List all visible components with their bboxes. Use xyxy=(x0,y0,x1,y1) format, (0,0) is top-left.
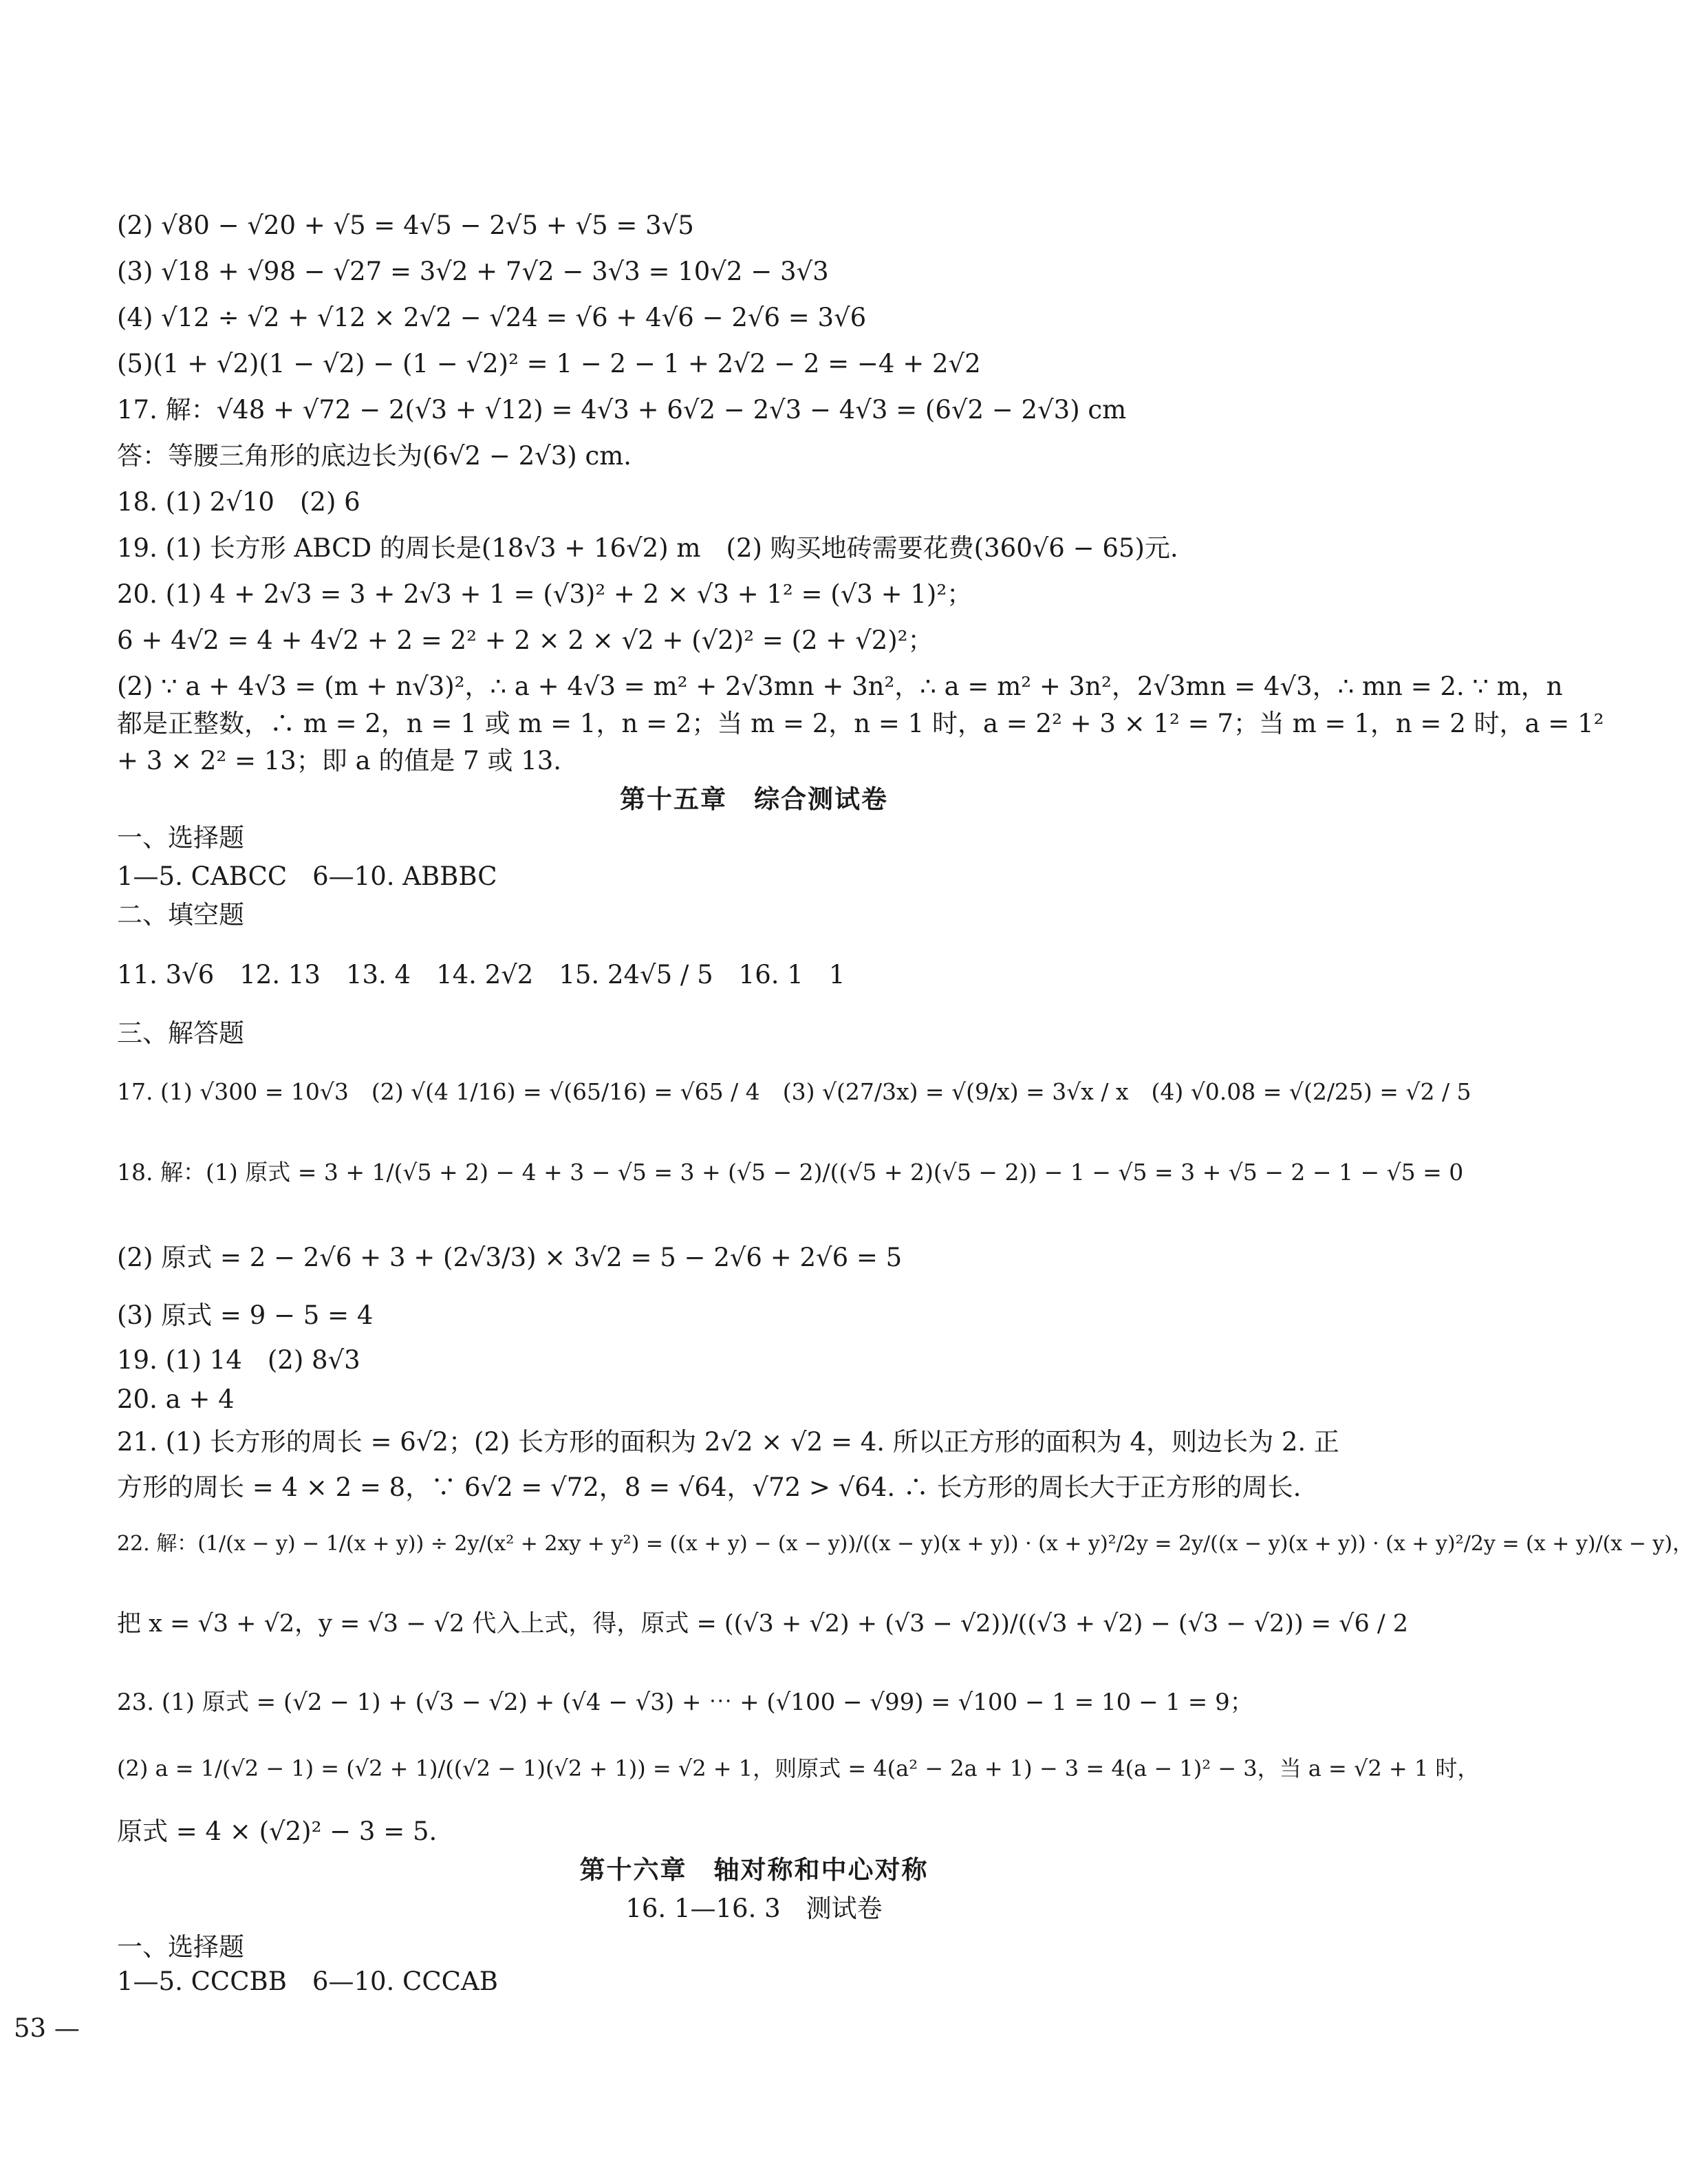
text-line: 1—5. CCCBB 6—10. CCCAB xyxy=(117,1967,498,1996)
section-heading: 三、解答题 xyxy=(117,1018,244,1048)
text-line: 19. (1) 14 (2) 8√3 xyxy=(117,1345,360,1375)
text-line: 6 + 4√2 = 4 + 4√2 + 2 = 2² + 2 × 2 × √2 + (√2)² = (2 + √2)²； xyxy=(117,625,934,655)
text-line: 23. (1) 原式 = (√2 − 1) + (√3 − √2) + (√4 − √3) + ⋯ + (√100 − √99) = √100 − 1 = 10 − 1 = 9； xyxy=(117,1689,1253,1716)
chapter-16-subtitle: 16. 1—16. 3 测试卷 xyxy=(625,1894,883,1923)
page-number: 53 — xyxy=(14,2013,80,2043)
text-line: 把 x = √3 + √2，y = √3 − √2 代入上式，得，原式 = ((√3 + √2) + (√3 − √2))/((√3 + √2) − (√3 − √2)) = √6 / 2 xyxy=(117,1610,1409,1638)
text-line: (4) √12 ÷ √2 + √12 × 2√2 − √24 = √6 + 4√6 − 2√6 = 3√6 xyxy=(117,303,867,332)
text-line: 17. 解：√48 + √72 − 2(√3 + √12) = 4√3 + 6√2 − 2√3 − 4√3 = (6√2 − 2√3) cm xyxy=(117,395,1127,425)
text-line: 18. 解：(1) 原式 = 3 + 1/(√5 + 2) − 4 + 3 − √5 = 3 + (√5 − 2)/((√5 + 2)(√5 − 2)) − 1 − √5 = 3 + √5 − 2 − 1 − √5 = 0 xyxy=(117,1159,1464,1186)
section-heading: 一、选择题 xyxy=(117,823,244,853)
text-line: 22. 解：(1/(x − y) − 1/(x + y)) ÷ 2y/(x² + 2xy + y²) = ((x + y) − (x − y))/((x − y)(x + y)) · (x + y)²/2y = 2y/((x − y)(x + y)) · (x + y)²/2y = (x + y)/(x − y)， xyxy=(117,1532,1693,1556)
text-line: (2) a = 1/(√2 − 1) = (√2 + 1)/((√2 − 1)(√2 + 1)) = √2 + 1，则原式 = 4(a² − 2a + 1) − 3 = 4(a − 1)² − 3，当 a = √2 + 1 时， xyxy=(117,1755,1480,1781)
text-line: 20. a + 4 xyxy=(117,1384,235,1414)
section-heading: 一、选择题 xyxy=(117,1932,244,1962)
text-line: + 3 × 2² = 13；即 a 的值是 7 或 13. xyxy=(117,746,562,775)
text-line: 1—5. CABCC 6—10. ABBBC xyxy=(117,861,497,891)
text-line: 21. (1) 长方形的周长 = 6√2；(2) 长方形的面积为 2√2 × √2 = 4. 所以正方形的面积为 4，则边长为 2. 正 xyxy=(117,1427,1339,1457)
text-line: (3) 原式 = 9 − 5 = 4 xyxy=(117,1300,374,1330)
text-line: (2) √80 − √20 + √5 = 4√5 − 2√5 + √5 = 3√5 xyxy=(117,211,694,240)
chapter-16-title: 第十六章 轴对称和中心对称 xyxy=(579,1855,929,1885)
text-line: 17. (1) √300 = 10√3 (2) √(4 1/16) = √(65/16) = √65 / 4 (3) √(27/3x) = √(9/x) = 3√x / x (4) √0.08 = √(2/25) = √2 / 5 xyxy=(117,1078,1471,1105)
text-line: (2) 原式 = 2 − 2√6 + 3 + (2√3/3) × 3√2 = 5 − 2√6 + 2√6 = 5 xyxy=(117,1243,903,1272)
text-line: 原式 = 4 × (√2)² − 3 = 5. xyxy=(117,1817,438,1846)
text-line: 11. 3√6 12. 13 13. 4 14. 2√2 15. 24√5 / 5 16. 1 1 xyxy=(117,960,845,989)
text-line: (2) ∵ a + 4√3 = (m + n√3)²，∴ a + 4√3 = m² + 2√3mn + 3n²，∴ a = m² + 3n²，2√3mn = 4√3，∴ mn = 2. ∵ m，n xyxy=(117,672,1563,701)
text-line: 答：等腰三角形的底边长为(6√2 − 2√3) cm. xyxy=(117,441,632,471)
text-line: (5)(1 + √2)(1 − √2) − (1 − √2)² = 1 − 2 − 1 + 2√2 − 2 = −4 + 2√2 xyxy=(117,349,981,378)
text-line: 19. (1) 长方形 ABCD 的周长是(18√3 + 16√2) m (2) 购买地砖需要花费(360√6 − 65)元. xyxy=(117,533,1178,563)
text-line: 方形的周长 = 4 × 2 = 8，∵ 6√2 = √72，8 = √64，√72 > √64. ∴ 长方形的周长大于正方形的周长. xyxy=(117,1473,1302,1502)
text-line: (3) √18 + √98 − √27 = 3√2 + 7√2 − 3√3 = 10√2 − 3√3 xyxy=(117,257,829,286)
chapter-15-title: 第十五章 综合测试卷 xyxy=(620,784,888,814)
section-heading: 二、填空题 xyxy=(117,900,244,930)
text-line: 18. (1) 2√10 (2) 6 xyxy=(117,487,360,517)
text-line: 都是正整数，∴ m = 2，n = 1 或 m = 1，n = 2；当 m = 2，n = 1 时，a = 2² + 3 × 1² = 7；当 m = 1，n = 2 时，a = 1² xyxy=(117,709,1604,738)
text-line: 20. (1) 4 + 2√3 = 3 + 2√3 + 1 = (√3)² + 2 × √3 + 1² = (√3 + 1)²； xyxy=(117,579,973,609)
